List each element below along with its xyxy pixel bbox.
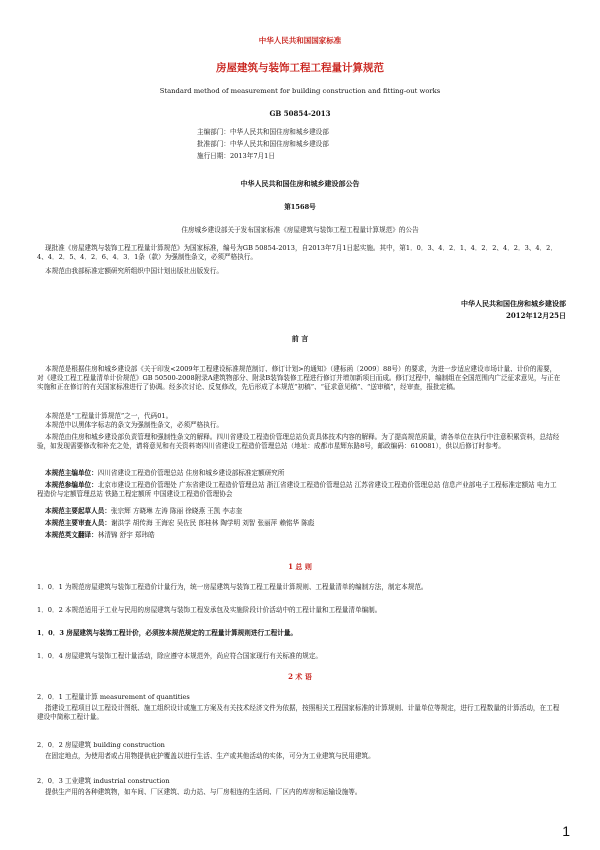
foreword-translators <box>37 531 561 540</box>
term-2-0-2-body: 在固定地点，为使用者或占用物提供庇护覆盖以进行生活、生产或其他活动的实体，可分为工业建筑与民用建筑。 <box>45 752 375 760</box>
meta-effective-date: 施行日期：2013年7月1日 <box>197 152 275 160</box>
foreword-heading: 前 言 <box>291 334 309 343</box>
clause-1-0-3: 1．0．3 房屋建筑与装饰工程计价，必须按本规范规定的工程量计算规则进行工程计量。 <box>37 629 298 637</box>
reviewers-label: 本规范主要审查人员： <box>45 519 111 527</box>
foreword-reviewers <box>37 519 561 528</box>
announcement-subject: 住房城乡建设部关于发布国家标准《房屋建筑与装饰工程工程量计算规范》的公告 <box>181 226 419 234</box>
document-title-cn: 房屋建筑与装饰工程工程量计算规范 <box>216 62 384 74</box>
meta-approval: 批准部门：中华人民共和国住房和城乡建设部 <box>197 140 329 148</box>
clause-1-0-2: 1．0．2 本规范适用于工业与民用的房屋建筑与装饰工程发承包及实施阶段计价活动中的工程计量和工程量清单编制。 <box>37 606 382 614</box>
foreword-drafters <box>37 507 561 516</box>
chapter-2-heading: 2 术 语 <box>288 672 312 681</box>
term-2-0-3-title: 2．0．3 工业建筑 industrial construction <box>37 777 170 785</box>
announcement-number: 第1568号 <box>284 203 316 211</box>
foreword-paragraph: 本规范中以黑体字标志的条文为强制性条文，必须严格执行。 <box>45 421 224 429</box>
term-2-0-3-body: 提供生产用的各种建筑物，如车间、厂区建筑、动力站、与厂房相连的生活间、厂区内的库房和运输设施等。 <box>45 788 362 796</box>
translator-value: 林清锦 舒宇 郑玮皓 <box>97 531 155 539</box>
document-title-en: Standard method of measurement for building construction and fitting-out works <box>159 87 441 95</box>
term-2-0-1-title: 2．0．1 工程量计算 measurement of quantities <box>37 693 190 701</box>
term-2-0-2-title: 2．0．2 房屋建筑 building construction <box>37 741 165 749</box>
participant-label: 本规范参编单位： <box>45 481 98 489</box>
national-standard-label: 中华人民共和国国家标准 <box>258 36 342 45</box>
editor-value: 四川省建设工程造价管理总站 住房和城乡建设部标准定额研究所 <box>97 469 285 477</box>
foreword-paragraph: 本规范由住房和城乡建设部负责管理和强制性条文的解释。四川省建设工程造价管理总站负责具体技术内容的解释。为了提高规范质量，请各单位在执行中注意积累资料，总结经验，如发现需要修改和补充之处，请将意见和有关资料寄四川省建设工程造价管理总站（地址：成都市星辉东路8号，邮政编码：610081），供以后修订时参考。 <box>37 433 560 450</box>
editor-label: 本规范主编单位： <box>45 469 98 477</box>
participant-value: 北京市建设工程造价管理处 广东省建设工程造价管理总站 浙江省建设工程造价管理总站 江苏省建设工程造价管理总站 信息产业部电子工程标准定额站 电力工程造价与定额管理总站 铁路工程定额所 中国建设工程造价管理协会 <box>37 481 557 498</box>
announcement-body-1: 现批准《房屋建筑与装饰工程工程量计算规范》为国家标准，编号为GB 50854-2013，自2013年7月1日起实施。其中，第1．0．3、4．2．1、4．2．2、4．2．3、4．2．4、4．2．5、4．2．6、4．3．1条（款）为强制性条文，必须严格执行。 <box>37 244 557 261</box>
foreword-paragraph: 本规范是根据住房和城乡建设部《关于印发<2009年工程建设标准规范制订、修订计划>的通知》（建标函〔2009〕88号）的要求，为进一步适应建设市场计量、计价的需要，对《建设工程工程量清单计价规范》GB 50500-2008附录A建筑物部分、附录B装饰装修工程进行修订并增加新项目而成。修订过程中，编制组在全国范围内广泛征求意见，与正在实施和正在修订的有关国家标准进行了协调。经多次讨论、反复修改，先后形成了本规范“初稿”、“征求意见稿”、“送审稿”，经审查，报批定稿。 <box>37 365 561 391</box>
standard-code: GB 50854-2013 <box>269 109 331 118</box>
announcement-body-2: 本规范由我部标准定额研究所组织中国计划出版社出版发行。 <box>45 267 224 275</box>
clause-1-0-4: 1．0．4 房屋建筑与装饰工程计量活动，除应遵守本规范外，尚应符合国家现行有关标准的规定。 <box>37 652 323 660</box>
reviewers-value: 谢洪学 胡传海 王海宏 吴佐民 郎桂林 陶学明 刘智 张丽萍 赖铭华 陈彪 <box>110 519 315 527</box>
drafters-label: 本规范主要起草人员： <box>45 507 111 515</box>
announcement-heading: 中华人民共和国住房和城乡建设部公告 <box>240 179 360 188</box>
foreword-participant-units <box>37 481 561 499</box>
page-number: 1 <box>562 823 570 839</box>
foreword-editor-unit <box>37 469 561 478</box>
drafters-value: 张宗辉 方晓琳 左涛 陈丽 徐晓燕 王凯 李志奎 <box>110 507 243 515</box>
meta-chief-editor: 主编部门：中华人民共和国住房和城乡建设部 <box>197 128 329 136</box>
foreword-paragraph: 本规范是“工程量计算规范”之一，代码01。 <box>45 412 173 420</box>
clause-1-0-1: 1．0．1 为规范房屋建筑与装饰工程造价计量行为，统一房屋建筑与装饰工程工程量计算规则、工程量清单的编制方法，制定本规范。 <box>37 583 428 591</box>
chapter-1-heading: 1 总 则 <box>288 562 312 571</box>
announcement-issuer: 中华人民共和国住房和城乡建设部 <box>461 299 566 308</box>
translator-label: 本规范英文翻译： <box>45 531 98 539</box>
announcement-date: 2012年12月25日 <box>506 311 566 320</box>
term-2-0-1-body: 指建设工程项目以工程设计图纸、施工组织设计或施工方案及有关技术经济文件为依据，按照相关工程国家标准的计算规则、计量单位等规定，进行工程数量的计算活动，在工程建设中简称工程计量。 <box>37 704 560 721</box>
